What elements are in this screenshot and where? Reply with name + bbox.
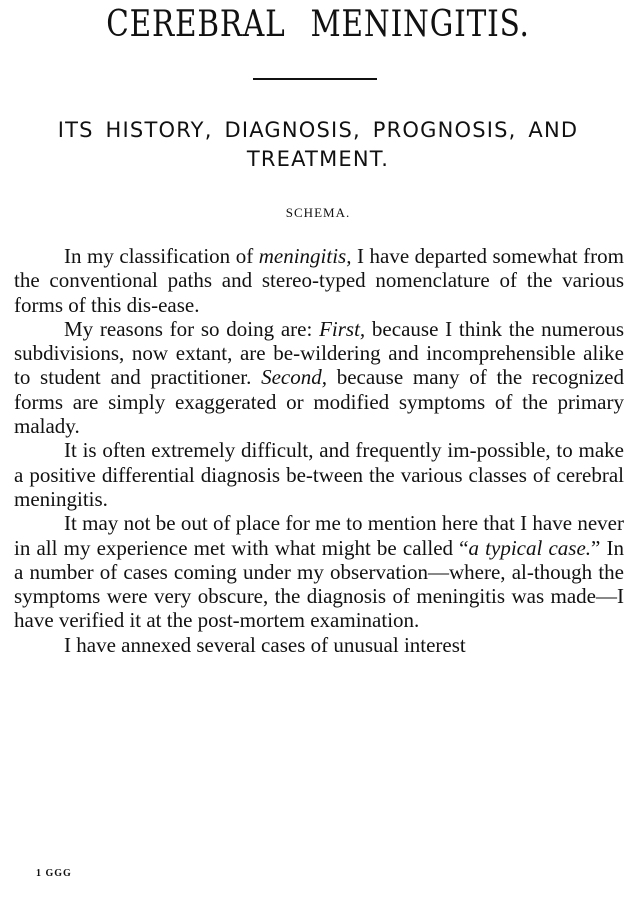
text-run: because I think the numerous subdivisions, now extant, are be-wildering and incomprehensible alike to student and practitioner. (14, 316, 625, 390)
paragraph: I have annexed several cases of unusual interest (64, 632, 466, 657)
body-text (14, 244, 624, 657)
page-title: CEREBRAL MENINGITIS. (106, 4, 530, 45)
text-run: I have departed somewhat from the conventional paths and stereo-typed nomenclature of the various forms of this dis-ease. (14, 244, 624, 317)
paragraph (14, 511, 624, 632)
italic-term: meningitis, (258, 244, 352, 268)
italic-term: a typical case. (468, 535, 592, 560)
title-divider (253, 78, 377, 80)
text-run: In my classification of (64, 244, 259, 268)
italic-term: Second, (261, 365, 327, 390)
section-heading: SCHEMA. (285, 205, 351, 220)
text-run: because many of the recognized forms are simply exaggerated or modified symptoms of the primary malady. (14, 365, 624, 439)
paragraph: It is often extremely difficult, and frequently im-possible, to make a positive differential diagnosis be-tween the various classes of cerebral meningitis. (14, 438, 624, 511)
signature-mark: 1 GGG (36, 868, 72, 879)
text-run: ” In a number of cases coming under my observation—where, al-though the symptoms were very obscure, the diagnosis of meningitis was made—I have verified it at the post-mortem examination. (14, 535, 624, 633)
text-run: My reasons for so doing are: (64, 316, 320, 341)
italic-term: First, (319, 316, 366, 341)
paragraph (14, 244, 624, 317)
paragraph (14, 317, 624, 438)
subtitle: ITS HISTORY, DIAGNOSIS, PROGNOSIS, AND TREATMENT. (57, 118, 579, 171)
text-run: It may not be out of place for me to mention here that I have never in all my experience met with what might be called “ (14, 511, 624, 560)
